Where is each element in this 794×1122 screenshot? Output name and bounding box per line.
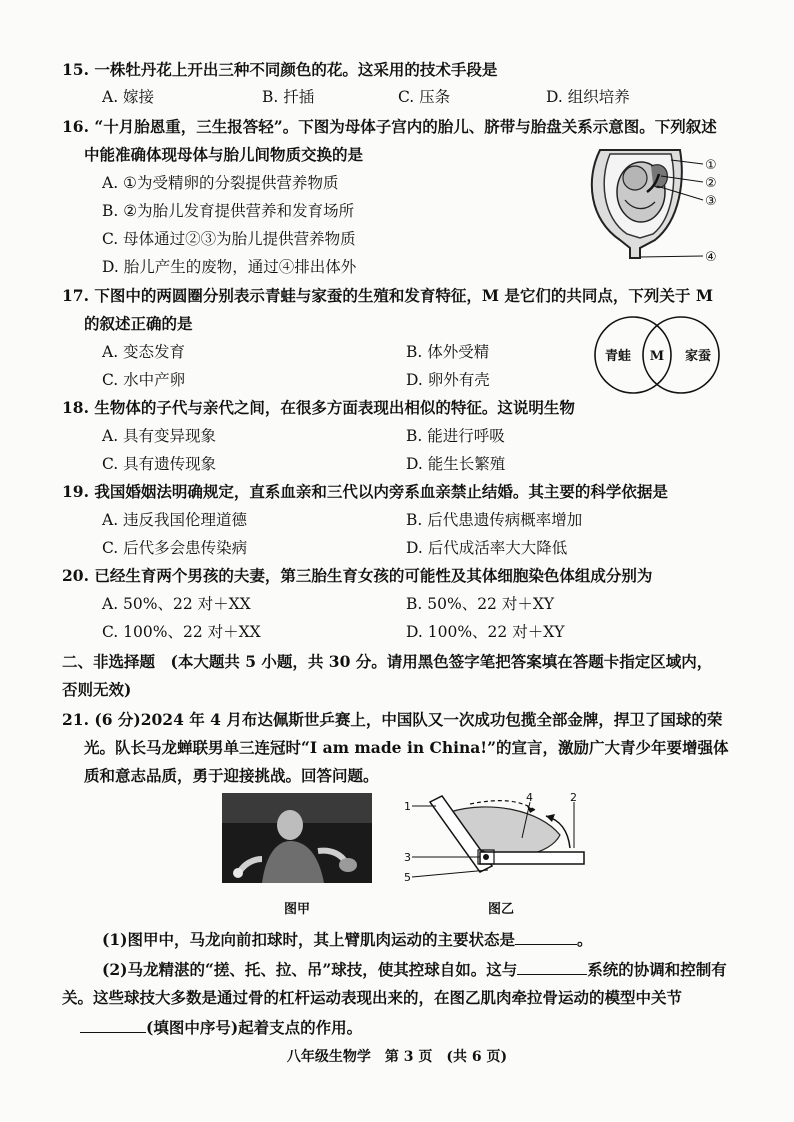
table-tennis-photo	[222, 793, 372, 883]
uterus-label-4: ④	[705, 250, 717, 265]
q17-stem-line2: 的叙述正确的是	[84, 314, 193, 333]
q21-sub1-text: (1)图甲中，马龙向前扣球时，其上臂肌肉运动的主要状态是	[102, 930, 515, 949]
q19-option-b: B. 后代患遗传病概率增加	[406, 511, 583, 529]
q18-stem: 18. 生物体的子代与亲代之间，在很多方面表现出相似的特征。这说明生物	[62, 398, 575, 417]
q16-stem-line1: 16. “十月胎恩重，三生报答轻”。下图为母体子宫内的胎儿、脐带与胎盘关系示意图。下列叙述	[62, 117, 717, 136]
q18-option-a: A. 具有变异现象	[102, 427, 217, 445]
q21-sub2-line2: 关。这些球技大多数是通过骨的杠杆运动表现出来的，在图乙肌肉牵拉骨运动的模型中关节	[62, 988, 683, 1007]
q21-line3: 质和意志品质，勇于迎接挑战。回答问题。	[84, 766, 379, 785]
q21-sub2-line1	[102, 958, 727, 980]
section2-heading-line1: 二、非选择题 (本大题共 5 小题，共 30 分。请用黑色签字笔把答案填在答题卡指定区域内，	[62, 652, 713, 671]
q19-stem: 19. 我国婚姻法明确规定，直系血亲和三代以内旁系血亲禁止结婚。其主要的科学依据是	[62, 482, 668, 501]
q21-sub2-line3-text: (填图中序号)起着支点的作用。	[146, 1018, 363, 1037]
uterus-label-2: ②	[705, 176, 717, 191]
lever-label-1: 1	[404, 800, 411, 813]
q19-option-d: D. 后代成活率大大降低	[406, 539, 568, 557]
q20-option-a: A. 50%、22 对＋XX	[102, 595, 251, 613]
muscle-bone-lever-diagram	[400, 790, 595, 890]
q21-line2: 光。队长马龙蝉联男单三连冠时“I am made in China!”的宣言，激励广大青少年要增强体	[84, 738, 729, 757]
q15-option-a: A. 嫁接	[102, 88, 155, 106]
q16-option-c: C. 母体通过②③为胎儿提供营养物质	[102, 230, 356, 248]
q15-option-b: B. 扦插	[262, 88, 315, 106]
q21-sub1-end: 。	[576, 930, 593, 949]
q20-option-d: D. 100%、22 对＋XY	[406, 623, 565, 641]
q15-stem: 15. 一株牡丹花上开出三种不同颜色的花。这采用的技术手段是	[62, 60, 498, 79]
q18-option-c: C. 具有遗传现象	[102, 455, 217, 473]
page-footer: 八年级生物学 第 3 页 (共 6 页)	[286, 1049, 508, 1065]
lever-label-5: 5	[404, 871, 411, 884]
q21-line1: 21. (6 分)2024 年 4 月布达佩斯世乒赛上，中国队又一次成功包揽全部金牌，捍卫了国球的荣	[62, 710, 723, 729]
q21-sub2-text-b: 系统的协调和控制有	[587, 960, 727, 979]
q17-option-b: B. 体外受精	[406, 343, 490, 361]
lever-label-4: 4	[526, 791, 533, 804]
q18-option-b: B. 能进行呼吸	[406, 427, 505, 445]
venn-center-label: M	[649, 349, 665, 364]
q18-option-d: D. 能生长繁殖	[406, 455, 506, 473]
lever-label-2: 2	[570, 791, 577, 804]
section2-heading-line2: 否则无效)	[62, 680, 132, 699]
q21-sub2-line3	[80, 1016, 362, 1038]
q17-option-c: C. 水中产卵	[102, 371, 186, 389]
uterus-label-1: ①	[705, 158, 717, 173]
q16-option-a: A. ①为受精卵的分裂提供营养物质	[102, 174, 339, 192]
q20-option-c: C. 100%、22 对＋XX	[102, 623, 261, 641]
q21-sub2-system-blank[interactable]	[517, 958, 587, 975]
q16-option-d: D. 胎儿产生的废物，通过④排出体外	[102, 258, 357, 276]
q21-sub1-answer-blank[interactable]	[515, 928, 577, 945]
q20-option-b: B. 50%、22 对＋XY	[406, 595, 555, 613]
q17-stem-line1: 17. 下图中的两圆圈分别表示青蛙与家蚕的生殖和发育特征，M 是它们的共同点，下列关于 M	[62, 286, 713, 305]
figure-jia-caption: 图甲	[284, 902, 311, 917]
q17-option-a: A. 变态发育	[102, 343, 186, 361]
q17-option-d: D. 卵外有壳	[406, 371, 490, 389]
venn-left-label: 青蛙	[604, 349, 632, 364]
q16-stem-line2: 中能准确体现母体与胎儿间物质交换的是	[84, 145, 364, 164]
figure-yi-caption: 图乙	[488, 902, 515, 917]
q19-option-c: C. 后代多会患传染病	[102, 539, 248, 557]
q21-sub1	[102, 928, 592, 950]
q15-option-d: D. 组织培养	[546, 88, 630, 106]
venn-right-label: 家蚕	[684, 349, 712, 364]
uterus-label-3: ③	[705, 194, 717, 209]
q20-stem: 20. 已经生育两个男孩的夫妻，第三胎生育女孩的可能性及其体细胞染色体组成分别为	[62, 566, 653, 585]
lever-label-3: 3	[404, 851, 411, 864]
q19-option-a: A. 违反我国伦理道德	[102, 511, 248, 529]
q21-sub2-joint-blank[interactable]	[80, 1016, 146, 1033]
q15-option-c: C. 压条	[398, 88, 451, 106]
q21-sub2-text-a: (2)马龙精湛的“搓、托、拉、吊”球技，使其控球自如。这与	[102, 960, 518, 979]
q16-option-b: B. ②为胎儿发育提供营养和发育场所	[102, 202, 355, 220]
venn-diagram	[588, 310, 728, 400]
uterus-fetus-diagram	[585, 140, 735, 270]
